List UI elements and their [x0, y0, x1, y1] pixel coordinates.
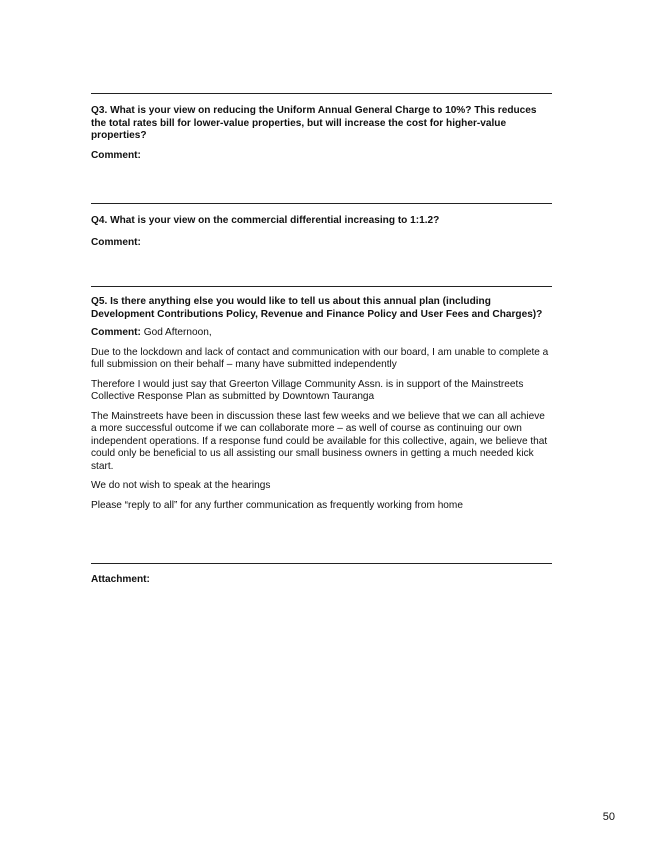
attachment-section	[91, 574, 553, 587]
q3-question: Q3. What is your view on reducing the Uniform Annual General Charge to 10%? This reduces the total rates bill for lower-value properties, but will increase the cost for higher-value properties?	[91, 105, 537, 141]
q4-question: Q4. What is your view on the commercial differential increasing to 1:1.2?	[91, 215, 440, 226]
q5-paragraph: Due to the lockdown and lack of contact and communication with our board, I am unable to complete a full submission on their behalf – many have submitted independently	[91, 346, 549, 370]
q5-section	[91, 296, 553, 512]
q4-comment-label: Comment:	[91, 236, 141, 248]
q5-paragraph: The Mainstreets have been in discussion these last few weeks and we believe that we can all achieve a more successful outcome if we can collaborate more – as well of course as continuing our own independent operations. If a response fund could be available for this collective, again, we believe that could only be beneficial to us all assisting our small business owners in getting a much needed kick start.	[91, 410, 548, 472]
divider-line	[91, 563, 552, 564]
q5-paragraph: Therefore I would just say that Greerton Village Community Assn. is in support of the Mainstreets Collective Response Plan as submitted by Downtown Tauranga	[91, 378, 524, 402]
q5-comment	[91, 327, 553, 340]
q3-section	[91, 105, 553, 162]
divider-line	[91, 93, 552, 94]
q5-paragraph: We do not wish to speak at the hearings	[91, 480, 271, 491]
q5-comment-text: God Afternoon,	[140, 327, 212, 338]
q5-question: Q5. Is there anything else you would like to tell us about this annual plan (including Development Contributions Policy, Revenue and Finance Policy and User Fees and Charges)?	[91, 296, 543, 320]
q3-comment-label: Comment:	[91, 149, 141, 161]
divider-line	[91, 286, 552, 287]
q5-comment-label: Comment:	[91, 327, 141, 338]
q5-paragraph: Please “reply to all” for any further communication as frequently working from home	[91, 499, 463, 511]
attachment-label: Attachment:	[91, 574, 150, 585]
q4-section	[91, 215, 553, 249]
page-number: 50	[602, 811, 615, 823]
divider-line	[91, 203, 552, 204]
